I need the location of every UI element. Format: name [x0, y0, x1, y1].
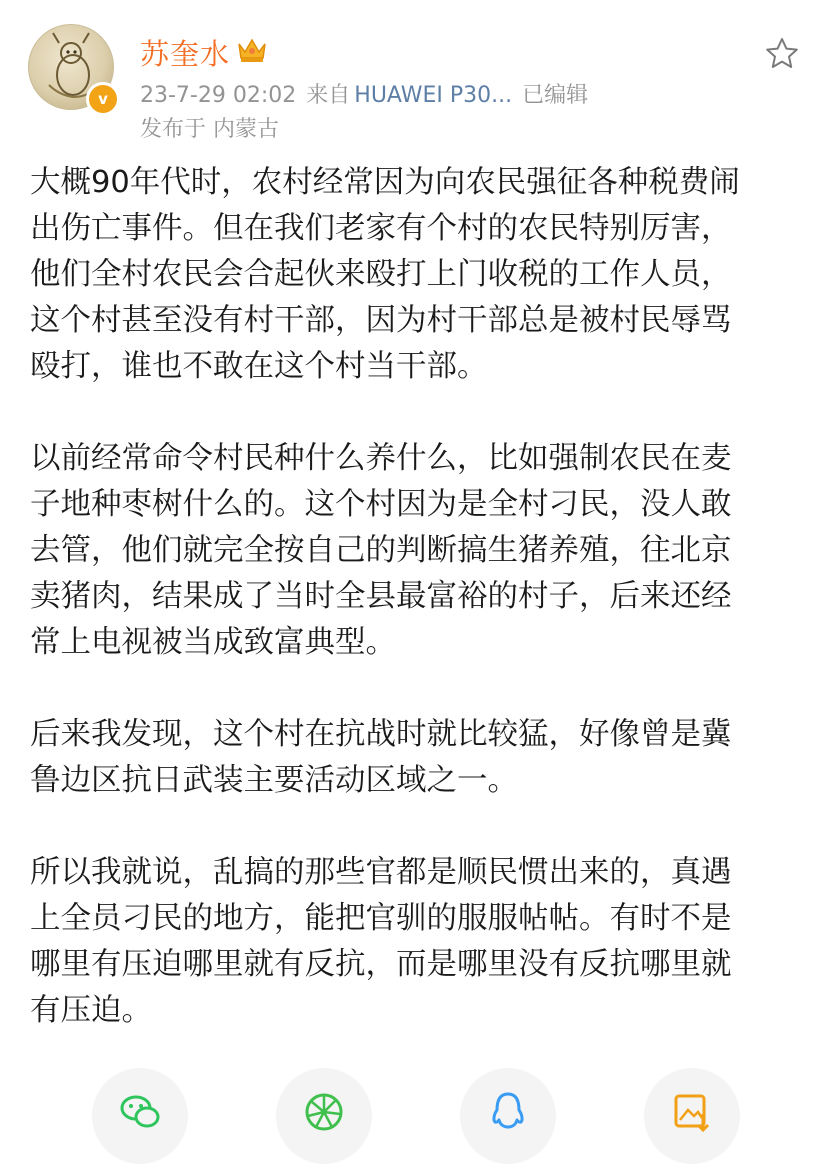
- post-paragraph: 以前经常命令村民种什么养什么，比如强制农民在麦 子地种枣树什么的。这个村因为是全村刁民，没人敢 去管，他们就完全按自己的判断搞生猪养殖，往北京 卖猪肉，结果成了当时全县最富裕的村子，后来还经 常上电视被当成致富典型。: [30, 441, 732, 660]
- wechat-icon: [118, 1090, 162, 1134]
- favorite-star-icon[interactable]: [764, 36, 800, 72]
- verified-badge: v: [86, 82, 120, 116]
- post-paragraph: 大概90年代时，农村经常因为向农民强征各种税费闹 出伤亡事件。但在我们老家有个村的农民特别厉害， 他们全村农民会合起伙来殴打上门收税的工作人员， 这个村甚至没有村干部，因为村干部总是被村民辱骂 殴打，谁也不敢在这个村当干部。: [30, 165, 740, 384]
- post-location: 发布于 内蒙古: [140, 117, 279, 142]
- save-image-button[interactable]: [644, 1068, 740, 1164]
- edited-label[interactable]: 已编辑: [522, 83, 589, 108]
- save-image-icon: [670, 1090, 714, 1134]
- post-body: [30, 160, 800, 1080]
- author-name[interactable]: 苏奎水: [140, 37, 231, 71]
- source-prefix: 来自: [306, 83, 351, 108]
- post-header: [0, 0, 828, 150]
- post-time: 23-7-29 02:02: [140, 83, 297, 108]
- share-moments-button[interactable]: [276, 1068, 372, 1164]
- post-paragraph: 后来我发现，这个村在抗战时就比较猛，好像曾是冀 鲁边区抗日武装主要活动区域之一。: [30, 717, 732, 798]
- qq-icon: [486, 1090, 530, 1134]
- device-link[interactable]: HUAWEI P30...: [354, 83, 513, 108]
- post-paragraph: 所以我就说，乱搞的那些官都是顺民惯出来的，真遇 上全员刁民的地方，能把官驯的服服帖帖。有时不是 哪里有压迫哪里就有反抗，而是哪里没有反抗哪里就 有压迫。: [30, 855, 732, 1028]
- post-meta: [140, 78, 598, 109]
- share-wechat-button[interactable]: [92, 1068, 188, 1164]
- moments-icon: [302, 1090, 346, 1134]
- share-qq-button[interactable]: [460, 1068, 556, 1164]
- share-bar: [0, 1068, 828, 1136]
- crown-icon: [236, 36, 268, 64]
